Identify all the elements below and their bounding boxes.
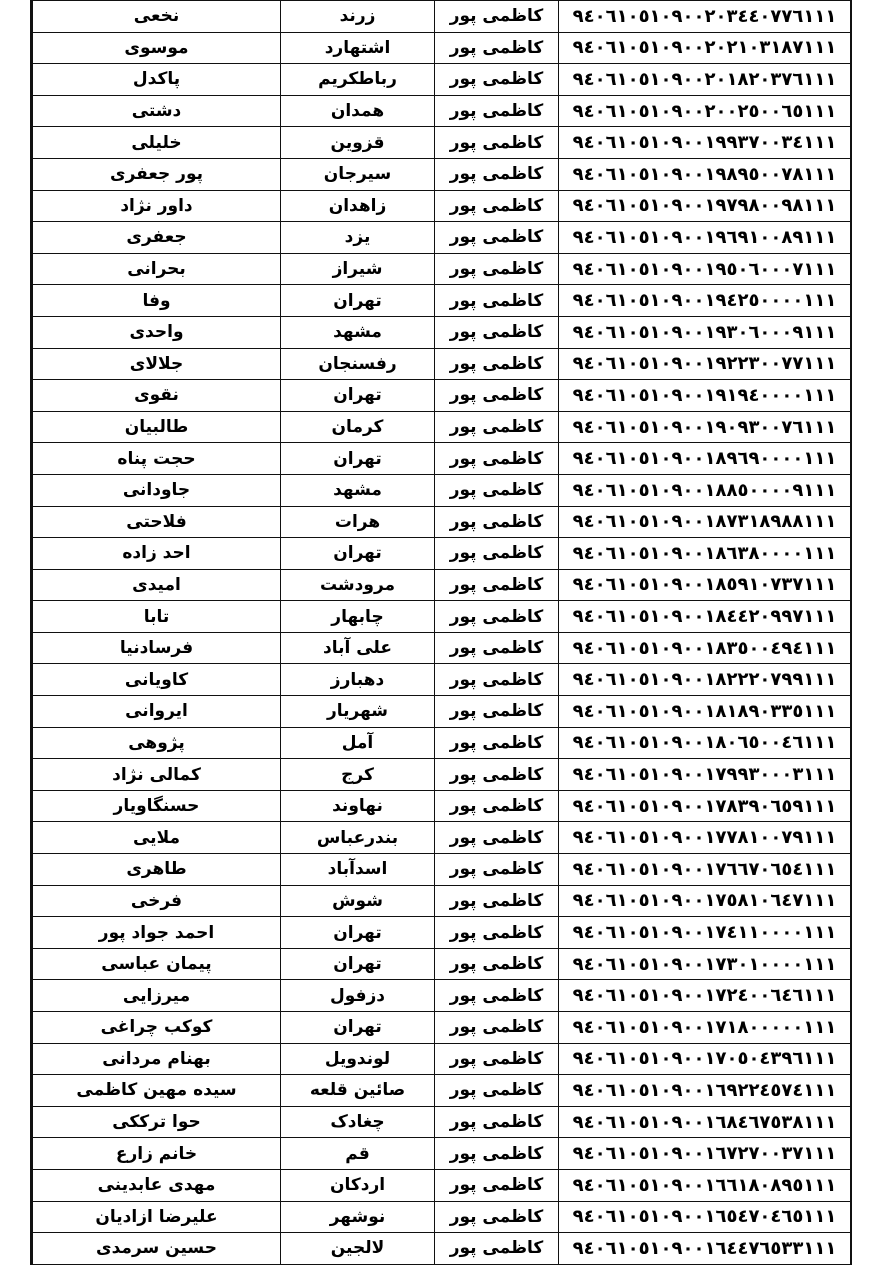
tracking-code-cell: ۹٤۰٦۱۰٥۱۰۹۰۰۱۸٤٤۲۰۹۹۷۱۱۱ (559, 601, 851, 633)
tracking-code-cell: ۹٤۰٦۱۰٥۱۰۹۰۰۱۷٤۱۱۰۰۰۰۱۱۱ (559, 917, 851, 949)
family-name-cell: کاظمی پور (435, 253, 559, 285)
family-name-cell: کاظمی پور (435, 1012, 559, 1044)
table-row (33, 917, 851, 949)
person-name-cell: طاهری (33, 854, 281, 886)
city-cell: شوش (281, 885, 435, 917)
person-name-cell: تابا (33, 601, 281, 633)
person-name-cell: طالبیان (33, 411, 281, 443)
tracking-code-cell: ۹٤۰٦۱۰٥۱۰۹۰۰۱۸٦۳۸۰۰۰۰۱۱۱ (559, 538, 851, 570)
person-name-cell: احد زاده (33, 538, 281, 570)
table-row (33, 538, 851, 570)
person-name-cell: فرسادنیا (33, 632, 281, 664)
person-name-cell: پاکدل (33, 64, 281, 96)
person-name-cell: جعفری (33, 222, 281, 254)
person-name-cell: کمالی نژاد (33, 759, 281, 791)
person-name-cell: حوا ترککی (33, 1106, 281, 1138)
person-name-cell: ایروانی (33, 696, 281, 728)
table-row (33, 1138, 851, 1170)
family-name-cell: کاظمی پور (435, 854, 559, 886)
tracking-code-cell: ۹٤۰٦۱۰٥۱۰۹۰۰۱۸۰٦٥۰۰٤٦۱۱۱ (559, 727, 851, 759)
city-cell: بندرعباس (281, 822, 435, 854)
tracking-code-cell: ۹٤۰٦۱۰٥۱۰۹۰۰۱۷٥۸۱۰٦٤۷۱۱۱ (559, 885, 851, 917)
tracking-code-cell: ۹٤۰٦۱۰٥۱۰۹۰۰۱٦٥٤۷۰٤٦٥۱۱۱ (559, 1201, 851, 1233)
family-name-cell: کاظمی پور (435, 380, 559, 412)
tracking-code-cell: ۹٤۰٦۱۰٥۱۰۹۰۰۱۷۹۹۳۰۰۰۳۱۱۱ (559, 759, 851, 791)
tracking-code-cell: ۹٤۰٦۱۰٥۱۰۹۰۰۱۹۷۹۸۰۰۹۸۱۱۱ (559, 190, 851, 222)
tracking-code-cell: ۹٤۰٦۱۰٥۱۰۹۰۰۱٦٦۱۸۰۸۹٥۱۱۱ (559, 1169, 851, 1201)
family-name-cell: کاظمی پور (435, 1043, 559, 1075)
table-row (33, 948, 851, 980)
person-name-cell: حسنگاویار (33, 790, 281, 822)
city-cell: نوشهر (281, 1201, 435, 1233)
family-name-cell: کاظمی پور (435, 1075, 559, 1107)
records-table-body (33, 1, 851, 1265)
city-cell: قزوین (281, 127, 435, 159)
person-name-cell: کوکب چراغی (33, 1012, 281, 1044)
table-row (33, 1075, 851, 1107)
person-name-cell: دشتی (33, 95, 281, 127)
city-cell: اسدآباد (281, 854, 435, 886)
family-name-cell: کاظمی پور (435, 127, 559, 159)
city-cell: تهران (281, 443, 435, 475)
city-cell: زاهدان (281, 190, 435, 222)
family-name-cell: کاظمی پور (435, 538, 559, 570)
tracking-code-cell: ۹٤۰٦۱۰٥۱۰۹۰۰۱۸۲۲۲۰۷۹۹۱۱۱ (559, 664, 851, 696)
tracking-code-cell: ۹٤۰٦۱۰٥۱۰۹۰۰۱۷۳۰۱۰۰۰۰۱۱۱ (559, 948, 851, 980)
family-name-cell: کاظمی پور (435, 569, 559, 601)
city-cell: کرمان (281, 411, 435, 443)
table-row (33, 1201, 851, 1233)
family-name-cell: کاظمی پور (435, 980, 559, 1012)
city-cell: زرند (281, 1, 435, 33)
city-cell: اردکان (281, 1169, 435, 1201)
table-row (33, 1106, 851, 1138)
tracking-code-cell: ۹٤۰٦۱۰٥۱۰۹۰۰۱٦۹۲۲٤٥۷٤۱۱۱ (559, 1075, 851, 1107)
table-row (33, 759, 851, 791)
tracking-code-cell: ۹٤۰٦۱۰٥۱۰۹۰۰۱۸٥۹۱۰۷۳۷۱۱۱ (559, 569, 851, 601)
table-row (33, 348, 851, 380)
city-cell: همدان (281, 95, 435, 127)
family-name-cell: کاظمی پور (435, 822, 559, 854)
table-row (33, 885, 851, 917)
tracking-code-cell: ۹٤۰٦۱۰٥۱۰۹۰۰۱۹۹۳۷۰۰۳٤۱۱۱ (559, 127, 851, 159)
person-name-cell: جلالای (33, 348, 281, 380)
person-name-cell: بحرانی (33, 253, 281, 285)
family-name-cell: کاظمی پور (435, 917, 559, 949)
family-name-cell: کاظمی پور (435, 1106, 559, 1138)
city-cell: مشهد (281, 474, 435, 506)
person-name-cell: وفا (33, 285, 281, 317)
table-row (33, 411, 851, 443)
records-sheet (30, 0, 852, 1265)
table-row (33, 790, 851, 822)
tracking-code-cell: ۹٤۰٦۱۰٥۱۰۹۰۰۱۹۲۲۳۰۰۷۷۱۱۱ (559, 348, 851, 380)
family-name-cell: کاظمی پور (435, 158, 559, 190)
tracking-code-cell: ۹٤۰٦۱۰٥۱۰۹۰۰۱۷۷۸۱۰۰۷۹۱۱۱ (559, 822, 851, 854)
city-cell: دهبارز (281, 664, 435, 696)
tracking-code-cell: ۹٤۰٦۱۰٥۱۰۹۰۰۱۸۱۸۹۰۳۳٥۱۱۱ (559, 696, 851, 728)
city-cell: قم (281, 1138, 435, 1170)
table-row (33, 1043, 851, 1075)
table-row (33, 569, 851, 601)
tracking-code-cell: ۹٤۰٦۱۰٥۱۰۹۰۰۱۹٤۲٥۰۰۰۰۱۱۱ (559, 285, 851, 317)
family-name-cell: کاظمی پور (435, 411, 559, 443)
family-name-cell: کاظمی پور (435, 1138, 559, 1170)
city-cell: رفسنجان (281, 348, 435, 380)
family-name-cell: کاظمی پور (435, 285, 559, 317)
table-row (33, 190, 851, 222)
city-cell: کرج (281, 759, 435, 791)
city-cell: هرات (281, 506, 435, 538)
person-name-cell: خانم زارع (33, 1138, 281, 1170)
family-name-cell: کاظمی پور (435, 32, 559, 64)
person-name-cell: داور نژاد (33, 190, 281, 222)
table-row (33, 601, 851, 633)
family-name-cell: کاظمی پور (435, 348, 559, 380)
family-name-cell: کاظمی پور (435, 601, 559, 633)
city-cell: صائین قلعه (281, 1075, 435, 1107)
person-name-cell: نقوی (33, 380, 281, 412)
family-name-cell: کاظمی پور (435, 1233, 559, 1265)
tracking-code-cell: ۹٤۰٦۱۰٥۱۰۹۰۰۱۹۸۹٥۰۰۷۸۱۱۱ (559, 158, 851, 190)
table-row (33, 127, 851, 159)
city-cell: اشتهارد (281, 32, 435, 64)
family-name-cell: کاظمی پور (435, 95, 559, 127)
person-name-cell: فلاحتی (33, 506, 281, 538)
person-name-cell: سیده مهین کاظمی (33, 1075, 281, 1107)
table-row (33, 506, 851, 538)
family-name-cell: کاظمی پور (435, 632, 559, 664)
city-cell: لالجین (281, 1233, 435, 1265)
family-name-cell: کاظمی پور (435, 727, 559, 759)
table-row (33, 474, 851, 506)
tracking-code-cell: ۹٤۰٦۱۰٥۱۰۹۰۰۱٦۷۲۷۰۰۳۷۱۱۱ (559, 1138, 851, 1170)
table-row (33, 1, 851, 33)
city-cell: شهریار (281, 696, 435, 728)
tracking-code-cell: ۹٤۰٦۱۰٥۱۰۹۰۰۱۸۷۳۱۸۹۸۸۱۱۱ (559, 506, 851, 538)
tracking-code-cell: ۹٤۰٦۱۰٥۱۰۹۰۰۱۷۸۳۹۰٦٥۹۱۱۱ (559, 790, 851, 822)
table-row (33, 380, 851, 412)
tracking-code-cell: ۹٤۰٦۱۰٥۱۰۹۰۰۲۰۱۸۲۰۳۷٦۱۱۱ (559, 64, 851, 96)
city-cell: شیراز (281, 253, 435, 285)
table-row (33, 632, 851, 664)
person-name-cell: امیدی (33, 569, 281, 601)
tracking-code-cell: ۹٤۰٦۱۰٥۱۰۹۰۰۲۰۳٤٤۰۷۷٦۱۱۱ (559, 1, 851, 33)
city-cell: تهران (281, 285, 435, 317)
family-name-cell: کاظمی پور (435, 64, 559, 96)
tracking-code-cell: ۹٤۰٦۱۰٥۱۰۹۰۰۱۸۹٦۹۰۰۰۰۱۱۱ (559, 443, 851, 475)
family-name-cell: کاظمی پور (435, 443, 559, 475)
person-name-cell: حجت پناه (33, 443, 281, 475)
tracking-code-cell: ۹٤۰٦۱۰٥۱۰۹۰۰۱۹۰۹۳۰۰۷٦۱۱۱ (559, 411, 851, 443)
person-name-cell: بهنام مردانی (33, 1043, 281, 1075)
city-cell: نهاوند (281, 790, 435, 822)
person-name-cell: فرخی (33, 885, 281, 917)
table-row (33, 316, 851, 348)
family-name-cell: کاظمی پور (435, 696, 559, 728)
family-name-cell: کاظمی پور (435, 948, 559, 980)
table-row (33, 32, 851, 64)
tracking-code-cell: ۹٤۰٦۱۰٥۱۰۹۰۰۲۰۰۲٥۰۰٦٥۱۱۱ (559, 95, 851, 127)
city-cell: چغادک (281, 1106, 435, 1138)
person-name-cell: خلیلی (33, 127, 281, 159)
tracking-code-cell: ۹٤۰٦۱۰٥۱۰۹۰۰۱۸۳٥۰۰٤۹٤۱۱۱ (559, 632, 851, 664)
table-row (33, 980, 851, 1012)
family-name-cell: کاظمی پور (435, 885, 559, 917)
table-row (33, 253, 851, 285)
person-name-cell: احمد جواد پور (33, 917, 281, 949)
table-row (33, 443, 851, 475)
family-name-cell: کاظمی پور (435, 506, 559, 538)
tracking-code-cell: ۹٤۰٦۱۰٥۱۰۹۰۰۱۷۲٤۰۰٦٤٦۱۱۱ (559, 980, 851, 1012)
city-cell: رباطکریم (281, 64, 435, 96)
tracking-code-cell: ۹٤۰٦۱۰٥۱۰۹۰۰۱۷۰٥۰٤۳۹٦۱۱۱ (559, 1043, 851, 1075)
city-cell: تهران (281, 538, 435, 570)
city-cell: تهران (281, 948, 435, 980)
person-name-cell: نخعی (33, 1, 281, 33)
person-name-cell: مهدی عابدینی (33, 1169, 281, 1201)
family-name-cell: کاظمی پور (435, 474, 559, 506)
family-name-cell: کاظمی پور (435, 1, 559, 33)
table-row (33, 854, 851, 886)
person-name-cell: جاودانی (33, 474, 281, 506)
person-name-cell: کاویانی (33, 664, 281, 696)
table-row (33, 696, 851, 728)
city-cell: یزد (281, 222, 435, 254)
tracking-code-cell: ۹٤۰٦۱۰٥۱۰۹۰۰۱٦٤٤۷٦٥۳۳۱۱۱ (559, 1233, 851, 1265)
table-row (33, 727, 851, 759)
tracking-code-cell: ۹٤۰٦۱۰٥۱۰۹۰۰۱۸۸٥۰۰۰۰۹۱۱۱ (559, 474, 851, 506)
tracking-code-cell: ۹٤۰٦۱۰٥۱۰۹۰۰۱۹٥۰٦۰۰۰۷۱۱۱ (559, 253, 851, 285)
table-row (33, 1233, 851, 1265)
person-name-cell: پیمان عباسی (33, 948, 281, 980)
city-cell: سیرجان (281, 158, 435, 190)
city-cell: لوندویل (281, 1043, 435, 1075)
person-name-cell: میرزایی (33, 980, 281, 1012)
family-name-cell: کاظمی پور (435, 759, 559, 791)
family-name-cell: کاظمی پور (435, 790, 559, 822)
table-row (33, 822, 851, 854)
city-cell: چابهار (281, 601, 435, 633)
family-name-cell: کاظمی پور (435, 222, 559, 254)
city-cell: علی آباد (281, 632, 435, 664)
city-cell: آمل (281, 727, 435, 759)
family-name-cell: کاظمی پور (435, 190, 559, 222)
city-cell: مشهد (281, 316, 435, 348)
person-name-cell: پور جعفری (33, 158, 281, 190)
city-cell: مرودشت (281, 569, 435, 601)
table-row (33, 158, 851, 190)
city-cell: تهران (281, 380, 435, 412)
tracking-code-cell: ۹٤۰٦۱۰٥۱۰۹۰۰۱۹۳۰٦۰۰۰۹۱۱۱ (559, 316, 851, 348)
person-name-cell: واحدی (33, 316, 281, 348)
family-name-cell: کاظمی پور (435, 1201, 559, 1233)
city-cell: تهران (281, 917, 435, 949)
person-name-cell: علیرضا ازادیان (33, 1201, 281, 1233)
tracking-code-cell: ۹٤۰٦۱۰٥۱۰۹۰۰۱۹٦۹۱۰۰۸۹۱۱۱ (559, 222, 851, 254)
tracking-code-cell: ۹٤۰٦۱۰٥۱۰۹۰۰۱۷۱۸۰۰۰۰۰۱۱۱ (559, 1012, 851, 1044)
city-cell: دزفول (281, 980, 435, 1012)
records-table (32, 0, 851, 1265)
family-name-cell: کاظمی پور (435, 1169, 559, 1201)
table-row (33, 95, 851, 127)
person-name-cell: پژوهی (33, 727, 281, 759)
table-row (33, 1169, 851, 1201)
family-name-cell: کاظمی پور (435, 664, 559, 696)
tracking-code-cell: ۹٤۰٦۱۰٥۱۰۹۰۰۱۷٦٦۷۰٦٥٤۱۱۱ (559, 854, 851, 886)
person-name-cell: حسین سرمدی (33, 1233, 281, 1265)
city-cell: تهران (281, 1012, 435, 1044)
table-row (33, 664, 851, 696)
person-name-cell: ملایی (33, 822, 281, 854)
tracking-code-cell: ۹٤۰٦۱۰٥۱۰۹۰۰۱٦۸٤٦۷٥۳۸۱۱۱ (559, 1106, 851, 1138)
family-name-cell: کاظمی پور (435, 316, 559, 348)
tracking-code-cell: ۹٤۰٦۱۰٥۱۰۹۰۰۲۰۲۱۰۳۱۸۷۱۱۱ (559, 32, 851, 64)
person-name-cell: موسوی (33, 32, 281, 64)
tracking-code-cell: ۹٤۰٦۱۰٥۱۰۹۰۰۱۹۱۹٤۰۰۰۰۱۱۱ (559, 380, 851, 412)
table-row (33, 1012, 851, 1044)
table-row (33, 222, 851, 254)
table-row (33, 64, 851, 96)
table-row (33, 285, 851, 317)
